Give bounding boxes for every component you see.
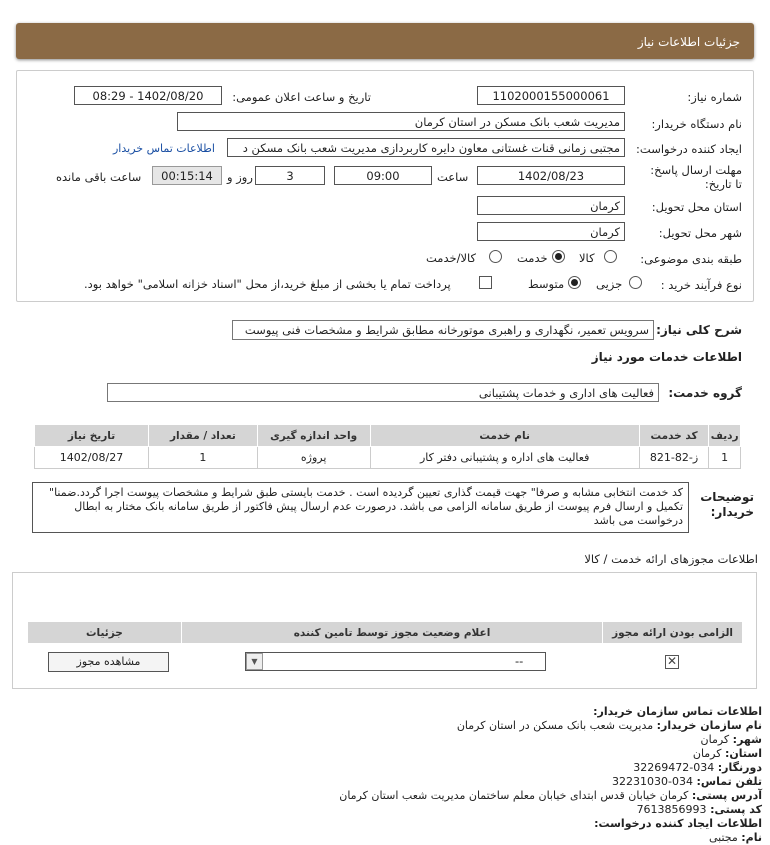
col-permit-required: الزامی بودن ارائه مجوز [603,622,743,644]
page-title: جزئیات اطلاعات نیاز [637,35,740,49]
deadline-time-field[interactable]: 09:00 [334,166,432,185]
col-name: نام خدمت [370,425,639,447]
announce-label: تاریخ و ساعت اعلان عمومی: [232,90,371,104]
summary-field[interactable]: سرویس تعمیر، نگهداری و راهبری موتورخانه مطابق شرایط و مشخصات فنی پیوست [232,320,654,340]
contact-postal-label: کد پستی: [710,803,762,816]
process-option-minor: جزیی [596,277,623,291]
buyer-notes-label: توضیحات خریدار: [700,490,754,519]
creator-info-title: اطلاعات ایجاد کننده درخواست: [594,817,762,830]
contact-address-label: آدرس پستی: [691,789,762,802]
category-option-goods: کالا [579,251,595,265]
services-title: اطلاعات خدمات مورد نیاز [591,350,742,364]
creator-name-value: مجتبی [708,831,738,844]
permits-table-header [28,622,743,644]
delivery-province-label: استان محل تحویل: [651,200,742,214]
announce-datetime-field[interactable]: 1402/08/20 - 08:29 [74,86,222,105]
category-option-service: خدمت [517,251,548,265]
creator-field[interactable]: مجتبی زمانی قنات غستانی معاون دایره کاربردازی مدیریت شعب بانک مسکن د [227,138,625,157]
need-number-label: شماره نیاز: [687,90,742,104]
contact-province-label: استان: [725,747,762,760]
service-group-label: گروه خدمت: [668,386,742,400]
contact-fax-value: 034-32269472 [633,761,715,774]
permits-table [27,621,743,644]
category-radio-service[interactable] [552,249,565,263]
deadline-date-field[interactable]: 1402/08/23 [477,166,625,185]
contact-address-value: کرمان خیابان قدس ابتدای خیابان معلم ساختمان مدیریت شعب استان کرمان [339,789,689,802]
process-option-medium: متوسط [528,277,565,291]
payment-checkbox[interactable] [479,275,492,289]
cell-date: 1402/08/27 [35,447,149,469]
col-permit-details: جزئیات [28,622,182,644]
deadline-label: مهلت ارسال پاسخ: تا تاریخ: [650,163,742,191]
buyer-contact-link[interactable]: اطلاعات تماس خریدار [113,142,215,155]
need-number-field[interactable]: 1102000155000061 [477,86,625,105]
days-label: روز و [227,170,253,184]
buyer-notes-box: کد خدمت انتخابی مشابه و صرفا" جهت قیمت گذاری تعیین گردیده است . خدمت بایستی طبق شرایط و مشخصات پیوست اجرا گردد.ضمنا" تکمیل و ارسال فرم پیوست از طریق سامانه الزامی می باشد. درصورت عدم ارسال پیش فاکتور از طریق سامانه بانک مختار به ابطال درخواست می باشد [32,482,689,533]
category-radio-both[interactable] [489,249,502,263]
contact-city-label: شهر: [732,733,762,746]
time-label: ساعت [437,170,469,184]
remaining-label: ساعت باقی مانده [56,170,142,184]
buyer-contact-section [0,705,770,845]
creator-name-label: نام: [741,831,762,844]
process-label: نوع فرآیند خرید : [660,278,742,292]
summary-label: شرح کلی نیاز: [656,323,742,337]
category-option-both: کالا/خدمت [426,251,477,265]
delivery-city-label: شهر محل تحویل: [658,226,742,240]
permit-status-select[interactable] [245,652,546,671]
buyer-org-label: نام دستگاه خریدار: [651,117,742,131]
category-label: طبقه بندی موضوعی: [640,252,742,266]
col-qty: تعداد / مقدار [149,425,258,447]
delivery-city-field[interactable]: کرمان [477,222,625,241]
col-date: تاریخ نیاز [35,425,149,447]
remaining-time-field: 00:15:14 [152,166,222,185]
col-code: کد خدمت [639,425,709,447]
days-field[interactable]: 3 [255,166,325,185]
cell-unit: پروژه [257,447,370,469]
process-radio-medium[interactable] [568,275,581,289]
cell-row: 1 [709,447,741,469]
col-permit-status: اعلام وضعیت مجوز توسط تامین کننده [181,622,602,644]
col-unit: واحد اندازه گیری [257,425,370,447]
contact-phone-value: 034-32231030 [612,775,694,788]
contact-fax-label: دورنگار: [717,761,762,774]
contact-province-value: کرمان [692,747,722,760]
page-header [16,23,754,59]
cell-name: فعالیت های اداره و پشتیبانی دفتر کار [370,447,639,469]
contact-title: اطلاعات تماس سازمان خریدار: [593,705,762,718]
service-group-field[interactable]: فعالیت های اداری و خدمات پشتیبانی [107,383,659,402]
permits-title: اطلاعات مجوزهای ارائه خدمت / کالا [584,552,758,566]
delivery-province-field[interactable]: کرمان [477,196,625,215]
process-radio-minor[interactable] [629,275,642,289]
cell-code: ز-82-821 [639,447,709,469]
view-permit-button[interactable]: مشاهده مجوز [48,652,169,672]
creator-label: ایجاد کننده درخواست: [636,142,742,156]
contact-org-label: نام سازمان خریدار: [656,719,762,732]
cell-qty: 1 [149,447,258,469]
chevron-down-icon[interactable]: ▼ [246,653,263,670]
category-radio-goods[interactable] [604,249,617,263]
services-table [34,424,741,469]
col-row: ردیف [709,425,741,447]
services-table-header [35,425,741,447]
contact-postal-value: 7613856993 [636,803,707,816]
contact-phone-label: تلفن تماس: [696,775,762,788]
table-row[interactable] [35,447,741,469]
permit-status-value: -- [515,654,524,668]
payment-note: پرداخت تمام یا بخشی از مبلغ خرید،از محل "اسناد خزانه اسلامی" خواهد بود. [84,277,451,291]
contact-city-value: کرمان [700,733,730,746]
contact-org-value: مدیریت شعب بانک مسکن در استان کرمان [456,719,654,732]
permit-required-checkbox[interactable]: ✕ [666,654,678,668]
buyer-org-field[interactable]: مدیریت شعب بانک مسکن در استان کرمان [177,112,625,131]
